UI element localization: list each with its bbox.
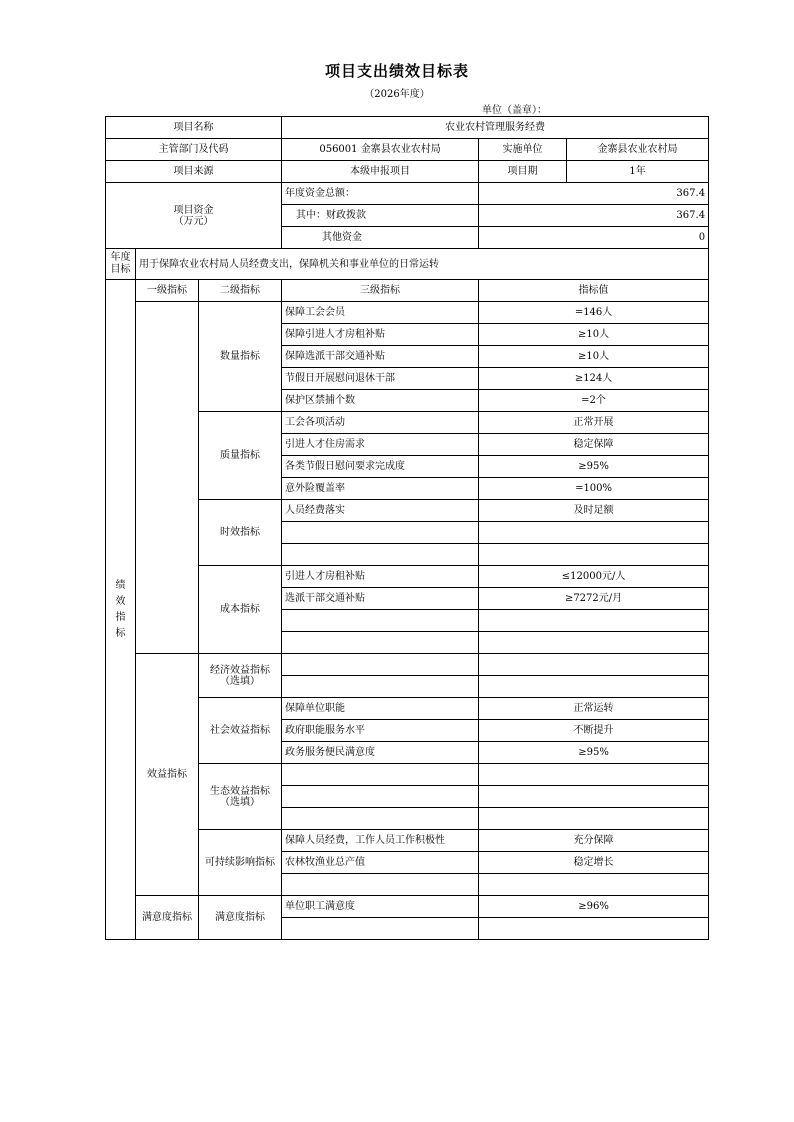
- ecological-benefit-label: [199, 764, 282, 830]
- indicator-name: 保障单位职能: [282, 698, 479, 720]
- indicator-value: =146人: [479, 302, 709, 324]
- empty-cell: [282, 544, 479, 566]
- indicator-value: ≥7272元/月: [479, 588, 709, 610]
- annual-goal-label: [106, 249, 136, 280]
- unit-stamp-label: 单位（盖章）：: [482, 105, 547, 116]
- output-level1-cell: [136, 302, 199, 654]
- side-char: 指: [115, 611, 126, 623]
- empty-cell: [479, 786, 709, 808]
- ecological-benefit-label-2: （选填）: [220, 796, 261, 808]
- empty-cell: [282, 874, 479, 896]
- indicator-value: 稳定保障: [479, 434, 709, 456]
- indicator-name: 工会各项活动: [282, 412, 479, 434]
- funds-other-label: 其他资金: [282, 227, 479, 249]
- performance-target-table: [105, 116, 709, 940]
- empty-cell: [479, 764, 709, 786]
- ecological-benefit-label-1: 生态效益指标: [210, 785, 271, 797]
- indicator-name: 引进人才房租补贴: [282, 566, 479, 588]
- annual-goal-label-2: 目标: [110, 264, 131, 275]
- department-row: [106, 139, 709, 161]
- side-char: 标: [115, 627, 126, 639]
- sustainable-impact-label: 可持续影响指标: [199, 830, 282, 896]
- annual-goal-text: 用于保障农业农村局人员经费支出，保障机关和事业单位的日常运转: [136, 249, 709, 280]
- social-benefit-label: 社会效益指标: [199, 698, 282, 764]
- side-char: 绩: [115, 579, 126, 591]
- indicator-name: 保障引进人才房租补贴: [282, 324, 479, 346]
- indicator-value: ≥95%: [479, 456, 709, 478]
- indicator-name: 政府职能服务水平: [282, 720, 479, 742]
- empty-cell: [282, 764, 479, 786]
- indicator-value: 及时足额: [479, 500, 709, 522]
- empty-cell: [479, 874, 709, 896]
- empty-cell: [479, 522, 709, 544]
- satisfaction-level1-label: 满意度指标: [136, 896, 199, 940]
- project-name-row: [106, 117, 709, 139]
- implementing-unit-label: 实施单位: [479, 139, 567, 161]
- quantity-indicator-label: 数量指标: [199, 302, 282, 412]
- project-source-value: 本级申报项目: [282, 161, 479, 183]
- indicator-value: 正常运转: [479, 698, 709, 720]
- empty-cell: [479, 610, 709, 632]
- project-source-row: [106, 161, 709, 183]
- empty-cell: [479, 918, 709, 940]
- empty-cell: [282, 632, 479, 654]
- funds-total-value: 367.4: [479, 183, 709, 205]
- department-label: 主管部门及代码: [106, 139, 282, 161]
- indicator-value: ≥10人: [479, 346, 709, 368]
- empty-cell: [282, 918, 479, 940]
- indicator-value: =100%: [479, 478, 709, 500]
- timeliness-indicator-label: 时效指标: [199, 500, 282, 566]
- empty-cell: [282, 676, 479, 698]
- funds-fiscal-value: 367.4: [479, 205, 709, 227]
- indicator-name: 保障工会会员: [282, 302, 479, 324]
- empty-cell: [282, 610, 479, 632]
- funds-total-row: [106, 183, 709, 205]
- indicator-value: ≤12000元/人: [479, 566, 709, 588]
- indicator-value: 充分保障: [479, 830, 709, 852]
- indicator-name: 政务服务便民满意度: [282, 742, 479, 764]
- project-source-label: 项目来源: [106, 161, 282, 183]
- indicator-value: ≥96%: [479, 896, 709, 918]
- annual-goal-row: [106, 249, 709, 280]
- funds-total-label: 年度资金总额：: [282, 183, 479, 205]
- project-name-value: 农业农村管理服务经费: [282, 117, 709, 139]
- empty-cell: [479, 676, 709, 698]
- empty-cell: [479, 632, 709, 654]
- indicator-value: ≥95%: [479, 742, 709, 764]
- empty-cell: [282, 786, 479, 808]
- funds-label-text: 项目资金: [173, 204, 214, 216]
- project-period-label: 项目期: [479, 161, 567, 183]
- indicator-name: 意外险覆盖率: [282, 478, 479, 500]
- performance-indicators-side-label: [106, 280, 136, 940]
- indicator-name: 保障人员经费，工作人员工作积极性: [282, 830, 479, 852]
- cost-indicator-label: 成本指标: [199, 566, 282, 654]
- empty-cell: [282, 522, 479, 544]
- empty-cell: [479, 808, 709, 830]
- indicator-name: 保护区禁捕个数: [282, 390, 479, 412]
- indicator-header-row: [106, 280, 709, 302]
- indicator-name: 各类节假日慰问要求完成度: [282, 456, 479, 478]
- satisfaction-level2-label: 满意度指标: [199, 896, 282, 940]
- indicator-value: ≥10人: [479, 324, 709, 346]
- indicator-name: 选派干部交通补贴: [282, 588, 479, 610]
- indicator-name: 节假日开展慰问退休干部: [282, 368, 479, 390]
- table-row: [106, 896, 709, 918]
- indicator-name: 单位职工满意度: [282, 896, 479, 918]
- funds-unit-text: （万元）: [173, 215, 214, 227]
- empty-cell: [479, 654, 709, 676]
- economic-benefit-label-1: 经济效益指标: [210, 664, 271, 676]
- table-row: [106, 654, 709, 676]
- quality-indicator-label: 质量指标: [199, 412, 282, 500]
- project-period-value: 1年: [567, 161, 709, 183]
- year-label: （2026年度）: [364, 89, 430, 100]
- empty-cell: [282, 654, 479, 676]
- indicator-name: 农林牧渔业总产值: [282, 852, 479, 874]
- implementing-unit-value: 金寨县农业农村局: [567, 139, 709, 161]
- annual-goal-label-1: 年度: [110, 252, 131, 263]
- economic-benefit-label: [199, 654, 282, 698]
- header-level1: 一级指标: [136, 280, 199, 302]
- indicator-value: =2个: [479, 390, 709, 412]
- project-name-label: 项目名称: [106, 117, 282, 139]
- indicator-value: 正常开展: [479, 412, 709, 434]
- page-title: 项目支出绩效目标表: [324, 62, 469, 80]
- table-row: [106, 302, 709, 324]
- indicator-value: 不断提升: [479, 720, 709, 742]
- empty-cell: [282, 808, 479, 830]
- empty-cell: [479, 544, 709, 566]
- side-char: 效: [115, 595, 126, 607]
- project-funds-label: [106, 183, 282, 249]
- indicator-name: 人员经费落实: [282, 500, 479, 522]
- indicator-name: 保障选派干部交通补贴: [282, 346, 479, 368]
- funds-other-value: 0: [479, 227, 709, 249]
- benefit-indicator-label: 效益指标: [136, 654, 199, 896]
- indicator-value: 稳定增长: [479, 852, 709, 874]
- header-level3: 三级指标: [282, 280, 479, 302]
- indicator-name: 引进人才住房需求: [282, 434, 479, 456]
- department-value: 056001 金寨县农业农村局: [282, 139, 479, 161]
- funds-fiscal-label: 其中：财政拨款: [282, 205, 479, 227]
- indicator-value: ≥124人: [479, 368, 709, 390]
- header-level2: 二级指标: [199, 280, 282, 302]
- header-value: 指标值: [479, 280, 709, 302]
- economic-benefit-label-2: （选填）: [220, 675, 261, 687]
